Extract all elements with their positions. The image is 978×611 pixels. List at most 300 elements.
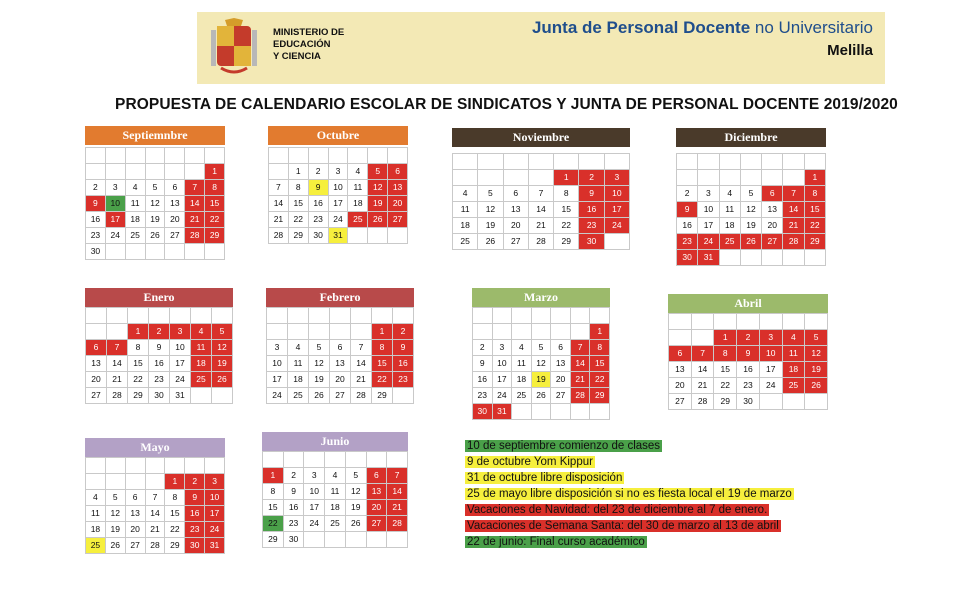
calendar-febrero [266,288,414,404]
day-cell: 30 [579,234,604,250]
day-cell: 10 [698,202,719,218]
empty-cell [107,308,128,324]
day-cell: 8 [372,340,393,356]
empty-cell [126,458,146,474]
day-cell: 24 [106,228,126,244]
day-cell: 2 [677,186,698,202]
day-cell: 19 [146,212,166,228]
day-cell: 4 [325,468,346,484]
day-cell: 16 [677,218,698,234]
day-cell: 24 [267,388,288,404]
day-cell: 3 [267,340,288,356]
day-cell: 29 [128,388,149,404]
day-cell: 28 [107,388,128,404]
day-cell: 16 [737,362,760,378]
junta-title [532,18,873,38]
day-cell: 22 [263,516,284,532]
empty-cell [692,314,715,330]
empty-cell [191,388,212,404]
day-cell: 21 [269,212,289,228]
day-cell: 22 [165,522,185,538]
day-cell: 17 [170,356,191,372]
day-cell: 12 [212,340,233,356]
day-cell: 31 [493,404,513,420]
day-cell: 31 [205,538,225,554]
day-cell: 26 [368,212,388,228]
day-cell: 4 [191,324,212,340]
empty-cell [741,154,762,170]
day-cell: 26 [478,234,503,250]
empty-cell [346,452,367,468]
day-cell: 29 [372,388,393,404]
empty-cell [106,474,126,490]
day-cell: 29 [805,234,826,250]
legend-text: 9 de octubre Yom Kippur [467,456,593,468]
empty-cell [388,148,408,164]
day-cell: 12 [346,484,367,500]
day-cell: 12 [368,180,388,196]
legend-item [465,438,794,454]
day-cell: 10 [760,346,783,362]
day-cell: 21 [692,378,715,394]
day-cell: 6 [367,468,388,484]
month-grid [268,147,408,244]
day-cell: 26 [309,388,330,404]
empty-cell [86,148,106,164]
day-cell: 19 [212,356,233,372]
day-cell: 3 [304,468,325,484]
day-cell: 25 [720,234,741,250]
empty-cell [86,458,106,474]
empty-cell [512,324,532,340]
day-cell: 14 [107,356,128,372]
day-cell: 5 [309,340,330,356]
day-cell: 15 [590,356,610,372]
day-cell: 4 [512,340,532,356]
month-grid [668,313,828,410]
day-cell: 30 [86,244,106,260]
day-cell: 26 [106,538,126,554]
day-cell: 9 [86,196,106,212]
day-cell: 6 [504,186,529,202]
day-cell: 25 [288,388,309,404]
empty-cell [532,308,552,324]
empty-cell [805,314,828,330]
day-cell: 23 [309,212,329,228]
day-cell: 30 [737,394,760,410]
calendar-junio [262,432,408,548]
day-cell: 18 [453,218,478,234]
day-cell: 27 [669,394,692,410]
day-cell: 13 [165,196,185,212]
day-cell: 29 [205,228,225,244]
day-cell: 11 [348,180,368,196]
day-cell: 10 [170,340,191,356]
empty-cell [551,308,571,324]
day-cell: 29 [165,538,185,554]
day-cell: 16 [284,500,305,516]
day-cell: 17 [329,196,349,212]
day-cell: 10 [304,484,325,500]
day-cell: 18 [126,212,146,228]
day-cell: 16 [149,356,170,372]
empty-cell [185,458,205,474]
empty-cell [348,228,368,244]
day-cell: 1 [372,324,393,340]
empty-cell [126,164,146,180]
day-cell: 23 [284,516,305,532]
empty-cell [783,170,804,186]
day-cell: 6 [388,164,408,180]
empty-cell [368,228,388,244]
day-cell: 16 [579,202,604,218]
day-cell: 11 [191,340,212,356]
day-cell: 30 [185,538,205,554]
month-header: Diciembre [676,128,826,147]
day-cell: 24 [329,212,349,228]
empty-cell [783,250,804,266]
day-cell: 30 [309,228,329,244]
day-cell: 24 [205,522,225,538]
day-cell: 20 [165,212,185,228]
calendar-octubre [268,126,408,244]
empty-cell [126,148,146,164]
month-header: Abril [668,294,828,313]
day-cell: 12 [478,202,503,218]
day-cell: 5 [146,180,166,196]
day-cell: 25 [453,234,478,250]
day-cell: 30 [677,250,698,266]
day-cell: 1 [714,330,737,346]
day-cell: 2 [393,324,414,340]
day-cell: 17 [760,362,783,378]
empty-cell [205,148,225,164]
junta-suffix: no Universitario [750,18,873,37]
month-header: Enero [85,288,233,307]
empty-cell [165,244,185,260]
day-cell: 22 [128,372,149,388]
day-cell: 14 [185,196,205,212]
calendar-marzo [472,288,610,420]
day-cell: 29 [289,228,309,244]
empty-cell [106,164,126,180]
day-cell: 2 [86,180,106,196]
day-cell: 18 [191,356,212,372]
day-cell: 3 [170,324,191,340]
day-cell: 5 [368,164,388,180]
day-cell: 22 [554,218,579,234]
legend [465,438,794,550]
day-cell: 24 [170,372,191,388]
day-cell: 23 [677,234,698,250]
day-cell: 7 [146,490,166,506]
day-cell: 30 [473,404,493,420]
empty-cell [86,164,106,180]
day-cell: 4 [348,164,368,180]
empty-cell [387,452,408,468]
empty-cell [473,308,493,324]
day-cell: 11 [512,356,532,372]
day-cell: 5 [478,186,503,202]
day-cell: 27 [86,388,107,404]
day-cell: 13 [367,484,388,500]
empty-cell [346,532,367,548]
day-cell: 22 [590,372,610,388]
day-cell: 17 [205,506,225,522]
day-cell: 28 [351,388,372,404]
empty-cell [698,154,719,170]
empty-cell [146,164,166,180]
day-cell: 21 [783,218,804,234]
day-cell: 19 [106,522,126,538]
day-cell: 6 [86,340,107,356]
day-cell: 17 [304,500,325,516]
day-cell: 23 [579,218,604,234]
day-cell: 25 [325,516,346,532]
day-cell: 5 [805,330,828,346]
day-cell: 23 [393,372,414,388]
day-cell: 27 [551,388,571,404]
day-cell: 9 [185,490,205,506]
empty-cell [185,148,205,164]
empty-cell [760,394,783,410]
day-cell: 7 [571,340,591,356]
day-cell: 22 [805,218,826,234]
day-cell: 15 [372,356,393,372]
empty-cell [493,308,513,324]
day-cell: 14 [529,202,554,218]
month-grid [85,147,225,260]
empty-cell [304,532,325,548]
day-cell: 22 [289,212,309,228]
day-cell: 22 [372,372,393,388]
day-cell: 3 [493,340,513,356]
empty-cell [571,404,591,420]
empty-cell [783,314,806,330]
day-cell: 9 [284,484,305,500]
empty-cell [212,308,233,324]
day-cell: 20 [669,378,692,394]
empty-cell [504,154,529,170]
day-cell: 14 [387,484,408,500]
month-header: Mayo [85,438,225,457]
day-cell: 29 [263,532,284,548]
month-grid [472,307,610,420]
day-cell: 14 [692,362,715,378]
day-cell: 9 [473,356,493,372]
day-cell: 11 [126,196,146,212]
day-cell: 2 [737,330,760,346]
day-cell: 13 [762,202,783,218]
day-cell: 1 [289,164,309,180]
day-cell: 29 [714,394,737,410]
day-cell: 26 [346,516,367,532]
empty-cell [185,164,205,180]
day-cell: 5 [212,324,233,340]
day-cell: 8 [289,180,309,196]
empty-cell [329,148,349,164]
day-cell: 23 [737,378,760,394]
empty-cell [605,154,630,170]
day-cell: 24 [760,378,783,394]
empty-cell [605,234,630,250]
day-cell: 3 [760,330,783,346]
day-cell: 19 [346,500,367,516]
day-cell: 23 [473,388,493,404]
day-cell: 10 [106,196,126,212]
day-cell: 2 [149,324,170,340]
empty-cell [205,244,225,260]
day-cell: 13 [551,356,571,372]
day-cell: 26 [532,388,552,404]
day-cell: 21 [146,522,166,538]
month-header: Septiemnbre [85,126,225,145]
empty-cell [372,308,393,324]
day-cell: 1 [805,170,826,186]
empty-cell [805,154,826,170]
day-cell: 18 [720,218,741,234]
day-cell: 17 [106,212,126,228]
day-cell: 11 [288,356,309,372]
day-cell: 17 [698,218,719,234]
day-cell: 14 [351,356,372,372]
empty-cell [720,250,741,266]
day-cell: 20 [367,500,388,516]
empty-cell [669,330,692,346]
day-cell: 8 [205,180,225,196]
day-cell: 15 [165,506,185,522]
empty-cell [473,324,493,340]
day-cell: 31 [329,228,349,244]
empty-cell [387,532,408,548]
empty-cell [367,532,388,548]
day-cell: 18 [783,362,806,378]
empty-cell [304,452,325,468]
day-cell: 16 [393,356,414,372]
day-cell: 20 [86,372,107,388]
day-cell: 19 [368,196,388,212]
coat-of-arms-icon [211,18,257,76]
day-cell: 27 [367,516,388,532]
day-cell: 9 [677,202,698,218]
month-grid [452,153,630,250]
empty-cell [170,308,191,324]
empty-cell [677,154,698,170]
empty-cell [741,170,762,186]
empty-cell [579,154,604,170]
day-cell: 27 [388,212,408,228]
ministry-name [273,27,344,63]
day-cell: 12 [532,356,552,372]
ministry-line2: EDUCACIÓN [273,39,331,50]
day-cell: 1 [263,468,284,484]
day-cell: 30 [284,532,305,548]
day-cell: 21 [387,500,408,516]
day-cell: 26 [146,228,166,244]
day-cell: 28 [387,516,408,532]
legend-text: 31 de octubre libre disposición [467,472,623,484]
day-cell: 13 [86,356,107,372]
day-cell: 5 [106,490,126,506]
header-banner [197,12,885,84]
day-cell: 29 [554,234,579,250]
empty-cell [571,324,591,340]
day-cell: 9 [149,340,170,356]
day-cell: 15 [263,500,284,516]
day-cell: 19 [805,362,828,378]
empty-cell [289,148,309,164]
day-cell: 6 [165,180,185,196]
day-cell: 16 [185,506,205,522]
empty-cell [504,170,529,186]
day-cell: 7 [783,186,804,202]
empty-cell [288,324,309,340]
day-cell: 20 [762,218,783,234]
day-cell: 27 [126,538,146,554]
day-cell: 11 [325,484,346,500]
city-name: Melilla [827,42,873,59]
day-cell: 20 [551,372,571,388]
day-cell: 13 [504,202,529,218]
empty-cell [146,244,166,260]
day-cell: 20 [126,522,146,538]
day-cell: 11 [783,346,806,362]
day-cell: 15 [289,196,309,212]
day-cell: 19 [309,372,330,388]
empty-cell [325,452,346,468]
day-cell: 28 [146,538,166,554]
ministry-line1: MINISTERIO DE [273,27,345,38]
empty-cell [493,324,513,340]
day-cell: 3 [698,186,719,202]
empty-cell [692,330,715,346]
day-cell: 14 [146,506,166,522]
day-cell: 12 [309,356,330,372]
month-header: Junio [262,432,408,451]
legend-text: Vacaciones de Navidad: del 23 de diciembre al 7 de enero. [467,504,768,516]
empty-cell [532,324,552,340]
day-cell: 1 [590,324,610,340]
empty-cell [269,164,289,180]
empty-cell [205,458,225,474]
day-cell: 1 [554,170,579,186]
empty-cell [212,388,233,404]
day-cell: 17 [493,372,513,388]
day-cell: 16 [86,212,106,228]
empty-cell [368,148,388,164]
legend-item [465,534,794,550]
day-cell: 18 [86,522,106,538]
empty-cell [86,308,107,324]
empty-cell [453,170,478,186]
empty-cell [330,324,351,340]
empty-cell [86,324,107,340]
empty-cell [478,170,503,186]
empty-cell [532,404,552,420]
day-cell: 7 [269,180,289,196]
empty-cell [714,314,737,330]
day-cell: 3 [605,170,630,186]
day-cell: 26 [805,378,828,394]
day-cell: 8 [714,346,737,362]
empty-cell [554,154,579,170]
day-cell: 19 [478,218,503,234]
empty-cell [165,458,185,474]
day-cell: 14 [571,356,591,372]
day-cell: 6 [126,490,146,506]
empty-cell [126,474,146,490]
empty-cell [106,148,126,164]
